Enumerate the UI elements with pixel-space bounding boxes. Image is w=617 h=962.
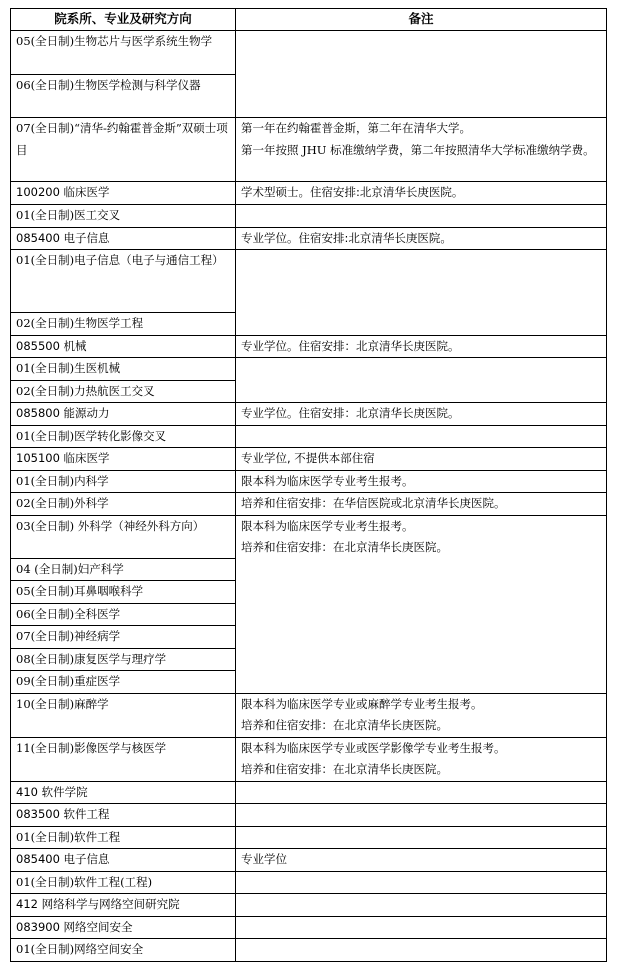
note-cell: 培养和住宿安排：在华信医院或北京清华长庚医院。 — [236, 493, 607, 516]
program-cell: 11(全日制)影像医学与核医学 — [11, 737, 236, 781]
note-cell — [236, 250, 607, 336]
major-cell: 083900 网络空间安全 — [11, 916, 236, 939]
table-row — [11, 358, 607, 381]
program-cell: 02(全日制)外科学 — [11, 493, 236, 516]
program-cell: 01(全日制)软件工程(工程) — [11, 871, 236, 894]
department-cell: 412 网络科学与网络空间研究院 — [11, 894, 236, 917]
major-row — [11, 916, 607, 939]
major-row — [11, 403, 607, 426]
table-row — [11, 939, 607, 962]
note-line: 限本科为临床医学专业或医学影像学专业考生报考。 — [241, 740, 506, 755]
program-cell: 05(全日制)耳鼻咽喉科学 — [11, 581, 236, 604]
note-cell: 专业学位 — [236, 849, 607, 872]
note-line: 培养和住宿安排：在北京清华长庚医院。 — [241, 540, 448, 554]
note-cell — [236, 826, 607, 849]
note-cell — [236, 781, 607, 804]
major-row — [11, 804, 607, 827]
major-cell: 085500 机械 — [11, 335, 236, 358]
major-cell: 105100 临床医学 — [11, 448, 236, 471]
note-cell — [236, 894, 607, 917]
program-cell: 06(全日制)全科医学 — [11, 603, 236, 626]
table-row — [11, 205, 607, 228]
department-cell: 410 软件学院 — [11, 781, 236, 804]
major-cell: 100200 临床医学 — [11, 182, 236, 205]
program-cell: 01(全日制)软件工程 — [11, 826, 236, 849]
note-cell — [236, 118, 607, 182]
note-cell — [236, 737, 607, 781]
major-cell: 083500 软件工程 — [11, 804, 236, 827]
note-cell — [236, 916, 607, 939]
program-cell: 01(全日制)内科学 — [11, 470, 236, 493]
program-cell: 01(全日制)医学转化影像交叉 — [11, 425, 236, 448]
program-cell: 06(全日制)生物医学检测与科学仪器 — [11, 75, 236, 118]
note-line: 限本科为临床医学专业或麻醉学专业考生报考。 — [241, 696, 483, 711]
major-cell: 085400 电子信息 — [11, 849, 236, 872]
major-row — [11, 849, 607, 872]
note-line: 培养和住宿安排：在北京清华长庚医院。 — [241, 762, 448, 776]
note-cell — [236, 425, 607, 448]
program-cell: 05(全日制)生物芯片与医学系统生物学 — [11, 31, 236, 75]
major-cell: 085800 能源动力 — [11, 403, 236, 426]
department-row — [11, 781, 607, 804]
table-row — [11, 425, 607, 448]
program-cell: 07(全日制)神经病学 — [11, 626, 236, 649]
table-row — [11, 515, 607, 558]
note-cell: 专业学位。住宿安排：北京清华长庚医院。 — [236, 335, 607, 358]
program-cell: 02(全日制)生物医学工程 — [11, 313, 236, 336]
table-row — [11, 737, 607, 781]
note-cell: 专业学位, 不提供本部住宿 — [236, 448, 607, 471]
note-line: 第一年按照 JHU 标准缴纳学费，第二年按照清华大学标准缴纳学费。 — [241, 142, 595, 157]
major-row — [11, 227, 607, 250]
table-row — [11, 250, 607, 313]
department-row — [11, 894, 607, 917]
program-table — [10, 8, 607, 962]
major-row — [11, 335, 607, 358]
table-row — [11, 470, 607, 493]
note-line: 第一年在约翰霍普金斯，第二年在清华大学。 — [241, 121, 471, 135]
note-cell: 专业学位。住宿安排：北京清华长庚医院。 — [236, 403, 607, 426]
note-cell — [236, 205, 607, 228]
note-cell — [236, 515, 607, 693]
program-cell: 02(全日制)力热航医工交叉 — [11, 380, 236, 403]
program-cell: 04 (全日制)妇产科学 — [11, 558, 236, 581]
table-row — [11, 31, 607, 75]
program-cell: 08(全日制)康复医学与理疗学 — [11, 648, 236, 671]
program-cell: 01(全日制)生医机械 — [11, 358, 236, 381]
dept-header: 院系所、专业及研究方向 — [11, 9, 236, 31]
program-cell: 03(全日制) 外科学（神经外科方向） — [11, 515, 236, 558]
major-row — [11, 448, 607, 471]
program-cell: 07(全日制)“清华-约翰霍普金斯”双硕士项目 — [11, 118, 236, 182]
note-cell — [236, 693, 607, 737]
table-row — [11, 493, 607, 516]
major-cell: 085400 电子信息 — [11, 227, 236, 250]
note-cell — [236, 31, 607, 118]
note-cell — [236, 939, 607, 962]
table-row — [11, 693, 607, 737]
table-row — [11, 871, 607, 894]
note-cell: 限本科为临床医学专业考生报考。 — [236, 470, 607, 493]
table-row — [11, 118, 607, 182]
note-cell — [236, 871, 607, 894]
note-header: 备注 — [236, 9, 607, 31]
note-line: 限本科为临床医学专业考生报考。 — [241, 518, 414, 533]
note-cell — [236, 804, 607, 827]
program-cell: 01(全日制)医工交叉 — [11, 205, 236, 228]
major-row — [11, 182, 607, 205]
note-cell: 专业学位。住宿安排:北京清华长庚医院。 — [236, 227, 607, 250]
note-cell — [236, 358, 607, 403]
program-cell: 01(全日制)电子信息（电子与通信工程） — [11, 250, 236, 313]
table-row — [11, 826, 607, 849]
note-line: 培养和住宿安排：在北京清华长庚医院。 — [241, 718, 448, 732]
header-row — [11, 9, 607, 31]
program-cell: 10(全日制)麻醉学 — [11, 693, 236, 737]
note-cell: 学术型硕士。住宿安排:北京清华长庚医院。 — [236, 182, 607, 205]
program-cell: 01(全日制)网络空间安全 — [11, 939, 236, 962]
program-cell: 09(全日制)重症医学 — [11, 671, 236, 694]
